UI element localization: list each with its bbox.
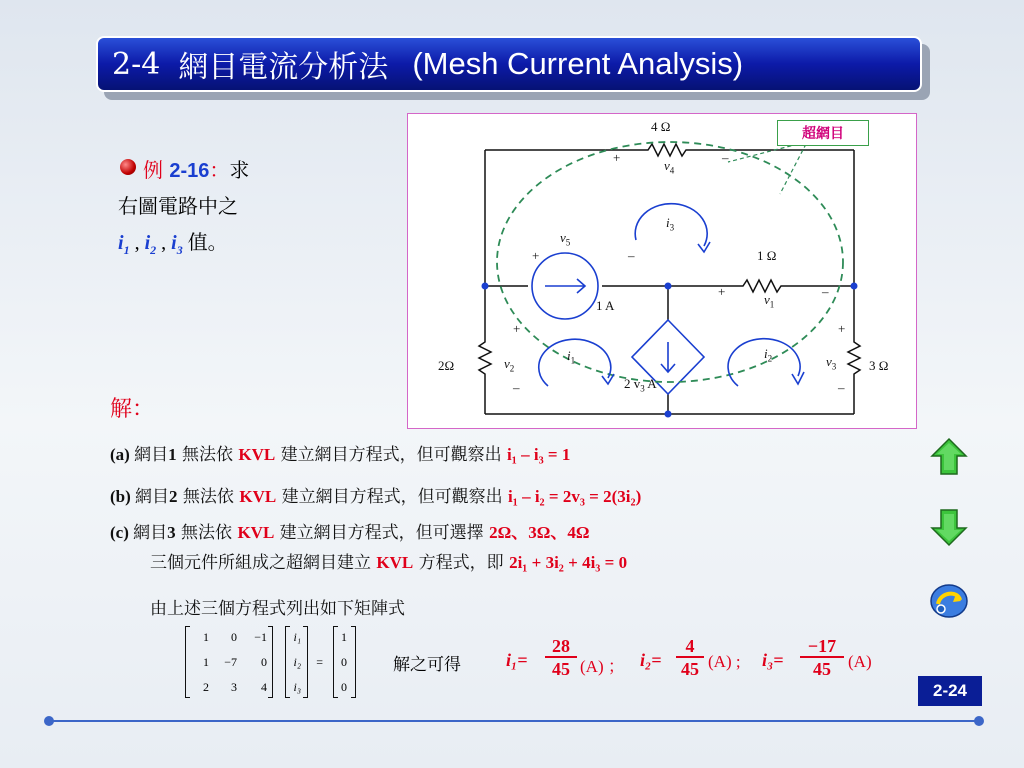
mesh-i1-head	[602, 374, 614, 384]
matrix-rhs: 1	[341, 630, 347, 644]
matrix-var: i₃	[293, 680, 301, 694]
fraction-numerator: 4	[676, 636, 704, 658]
v1-label: $v_1$	[764, 292, 775, 310]
example-ask: 求	[229, 158, 250, 182]
example-number: 2-16	[169, 160, 210, 182]
bottom-divider	[48, 720, 982, 722]
answer-i1: i₁=	[506, 650, 528, 670]
row-c2-equation: 2i₁ + 3i₂ + 4i₃ = 0	[509, 553, 628, 572]
matrix-cell: 3	[231, 680, 237, 694]
answer-i2: i₂=	[640, 650, 662, 670]
row-c2: 三個元件所組成之超網目建立 KVL 方程式，即 2i₁ + 3i₂ + 4i₃ = 0	[150, 553, 628, 573]
minus-v4: –	[722, 150, 729, 165]
answer-intro: 解之可得	[393, 655, 461, 675]
up-arrow-icon[interactable]	[928, 436, 970, 478]
bullet-icon	[120, 159, 136, 175]
matrix-cell: 0	[231, 630, 237, 644]
row-c-elements: 2Ω、3Ω、4Ω	[489, 523, 590, 542]
title-english: (Mesh Current Analysis)	[412, 46, 744, 81]
matrix-cell: −1	[254, 630, 267, 644]
node-right	[851, 283, 858, 290]
minus-v3: –	[838, 380, 845, 395]
r-top-label: 4 Ω	[651, 119, 671, 134]
example-heading	[143, 154, 249, 183]
matrix-cell: 2	[203, 680, 209, 694]
plus-v4: +	[613, 150, 621, 165]
example-colon: ：	[209, 158, 230, 182]
example-line2: 右圖電路中之	[118, 194, 238, 218]
example-suffix: 值。	[182, 232, 228, 254]
divider-dot-left	[44, 716, 54, 726]
row-a-equation: i₁ – i₃ = 1	[507, 445, 571, 464]
node-bottom	[665, 411, 672, 418]
r-right-label: 3 Ω	[869, 358, 889, 373]
supermesh-callout	[728, 144, 806, 194]
plus-v1: +	[718, 284, 726, 299]
minus-i3: –	[628, 248, 635, 263]
wire-right	[848, 150, 860, 414]
var-i3: i	[171, 232, 177, 254]
v5-label: $v_5$	[560, 230, 571, 248]
comma: ,	[129, 232, 145, 254]
row-b-equation: i₁ – i₂ = 2v₃ = 2(3i₂)	[508, 487, 642, 506]
answer-i2-fraction	[676, 636, 704, 680]
matrix-rhs: 0	[341, 680, 347, 694]
r-mid-label: 1 Ω	[757, 248, 777, 263]
example-line3	[118, 226, 228, 258]
v3-label: $v_3$	[826, 354, 837, 372]
fraction-numerator: 28	[545, 636, 577, 658]
title-chinese: 網目電流分析法	[178, 50, 389, 85]
plus-v5: +	[532, 248, 540, 263]
node-left	[482, 283, 489, 290]
plus-v3: +	[838, 321, 846, 336]
matrix-cell: 0	[261, 655, 267, 669]
r-left-label: 2Ω	[438, 358, 455, 373]
answer-i1-unit: (A) ；	[580, 657, 625, 676]
return-icon[interactable]	[928, 580, 970, 622]
matrix-cell: 1	[203, 655, 209, 669]
matrix-equals: =	[316, 655, 323, 669]
var-i2-sub: 2	[150, 243, 157, 257]
minus-v1: –	[822, 284, 829, 299]
var-i2: i	[144, 232, 151, 254]
minus-v2: –	[513, 380, 520, 395]
matrix-a-bracket-right	[268, 626, 273, 698]
fraction-denominator: 45	[813, 659, 831, 679]
matrix-rhs: 0	[341, 655, 347, 669]
v4-label: $v_4$	[664, 158, 675, 176]
mesh-i3-head	[698, 242, 710, 252]
row-c: (c) 網目3 無法依 KVL 建立網目方程式，但可選擇 2Ω、3Ω、4Ω	[110, 523, 590, 543]
matrix-cell: −7	[224, 655, 237, 669]
var-i1: i	[118, 232, 124, 254]
row-b: (b) 網目2 無法依 KVL 建立網目方程式，但可觀察出 i₁ – i₂ = 2v₃ = 2(3i₂)	[110, 487, 642, 507]
row-a: (a) 網目1 無法依 KVL 建立網目方程式，但可觀察出 i₁ – i₃ = 1	[110, 445, 571, 465]
i3-label: $i_3$	[666, 215, 675, 233]
plus-v2: +	[513, 321, 521, 336]
example-prefix: 例	[143, 158, 163, 182]
answer-i3-fraction	[800, 636, 844, 680]
title-code: 2-4	[112, 46, 161, 82]
wire-left	[479, 150, 491, 414]
answer-i2-unit: (A) ;	[708, 652, 741, 671]
answer-i3-unit: (A)	[848, 652, 872, 671]
matrix-var: i₂	[293, 655, 301, 669]
node-center	[665, 283, 672, 290]
comma: ,	[156, 232, 172, 254]
i1-label: $i_1$	[567, 348, 576, 366]
dependent-source-label: 2 $v_3$ A	[624, 376, 657, 394]
supermesh-tag: 超網目	[777, 120, 869, 146]
fraction-denominator: 45	[681, 659, 699, 679]
var-i3-sub: 3	[176, 243, 183, 257]
divider-dot-right	[974, 716, 984, 726]
row-d: 由上述三個方程式列出如下矩陣式	[150, 599, 405, 619]
page-title	[96, 36, 922, 92]
answer-i1-fraction	[545, 636, 577, 680]
i2-label: $i_2$	[764, 346, 773, 364]
down-arrow-icon[interactable]	[928, 506, 970, 548]
matrix-b-bracket-right	[351, 626, 356, 698]
page-number: 2-24	[918, 676, 982, 706]
matrix-cell: 1	[203, 630, 209, 644]
matrix-cell: 4	[261, 680, 267, 694]
v2-label: $v_2$	[504, 356, 515, 374]
var-i1-sub: 1	[123, 243, 130, 257]
answer-i3: i₃=	[762, 650, 784, 670]
mesh-i2-head	[792, 372, 804, 384]
solution-label: 解：	[110, 397, 155, 422]
circuit-diagram	[407, 113, 917, 429]
fraction-numerator: −17	[800, 636, 844, 658]
current-source-label: 1 A	[596, 298, 615, 313]
matrix-var: i₁	[293, 630, 301, 644]
fraction-denominator: 45	[552, 659, 570, 679]
